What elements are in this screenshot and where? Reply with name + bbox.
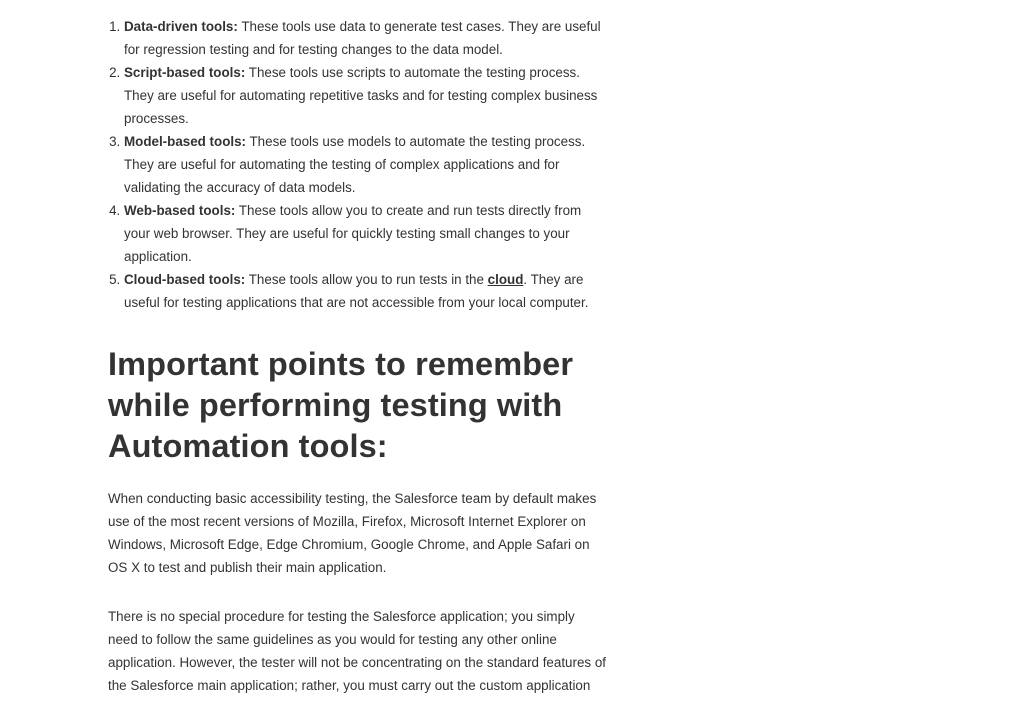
- list-item-text: These tools allow you to run tests in the: [245, 272, 488, 287]
- body-paragraph: When conducting basic accessibility testing, the Salesforce team by default makes use of the most recent versions of Mozilla, Firefox, Microsoft Internet Explorer on Windows, Microsoft Edge, Edge Chromium, Google Chrome, and Apple Safari on OS X to test and publish their main application.: [108, 491, 597, 575]
- list-item-script-based: [124, 61, 608, 130]
- list-item-text: These tools use data to generate test cases. They are useful for regression testing and for testing changes to the data model.: [124, 19, 601, 57]
- article-content: [108, 15, 608, 697]
- list-item-title: Cloud-based tools:: [124, 272, 246, 287]
- list-item-cloud-based: [124, 268, 608, 314]
- list-item-text: These tools allow you to create and run tests directly from your web browser. They are useful for quickly testing small changes to your application.: [124, 203, 582, 264]
- automation-tools-list: [108, 15, 608, 314]
- list-item-text: These tools use scripts to automate the testing process. They are useful for automating repetitive tasks and for testing complex business processes.: [124, 65, 598, 126]
- cloud-link[interactable]: cloud: [487, 272, 524, 287]
- list-item-title: Model-based tools:: [124, 134, 247, 149]
- list-item-web-based: [124, 199, 608, 268]
- list-item-title: Web-based tools:: [124, 203, 236, 218]
- section-heading: Important points to remember while performing testing with Automation tools:: [108, 346, 574, 464]
- list-item-text: These tools use models to automate the testing process. They are useful for automating the testing of complex applications and for validating the accuracy of data models.: [124, 134, 586, 195]
- list-item-title: Data-driven tools:: [124, 19, 238, 34]
- list-item-data-driven: [124, 15, 608, 61]
- body-paragraph: There is no special procedure for testing the Salesforce application; you simply need to follow the same guidelines as you would for testing any other online application. However, the tester will not be concentrating on the standard features of the Salesforce main application; rather, you must carry out the custom application: [108, 609, 606, 693]
- list-item-title: Script-based tools:: [124, 65, 246, 80]
- list-item-text: . They are useful for testing applications that are not accessible from your local computer.: [124, 272, 589, 310]
- list-item-model-based: [124, 130, 608, 199]
